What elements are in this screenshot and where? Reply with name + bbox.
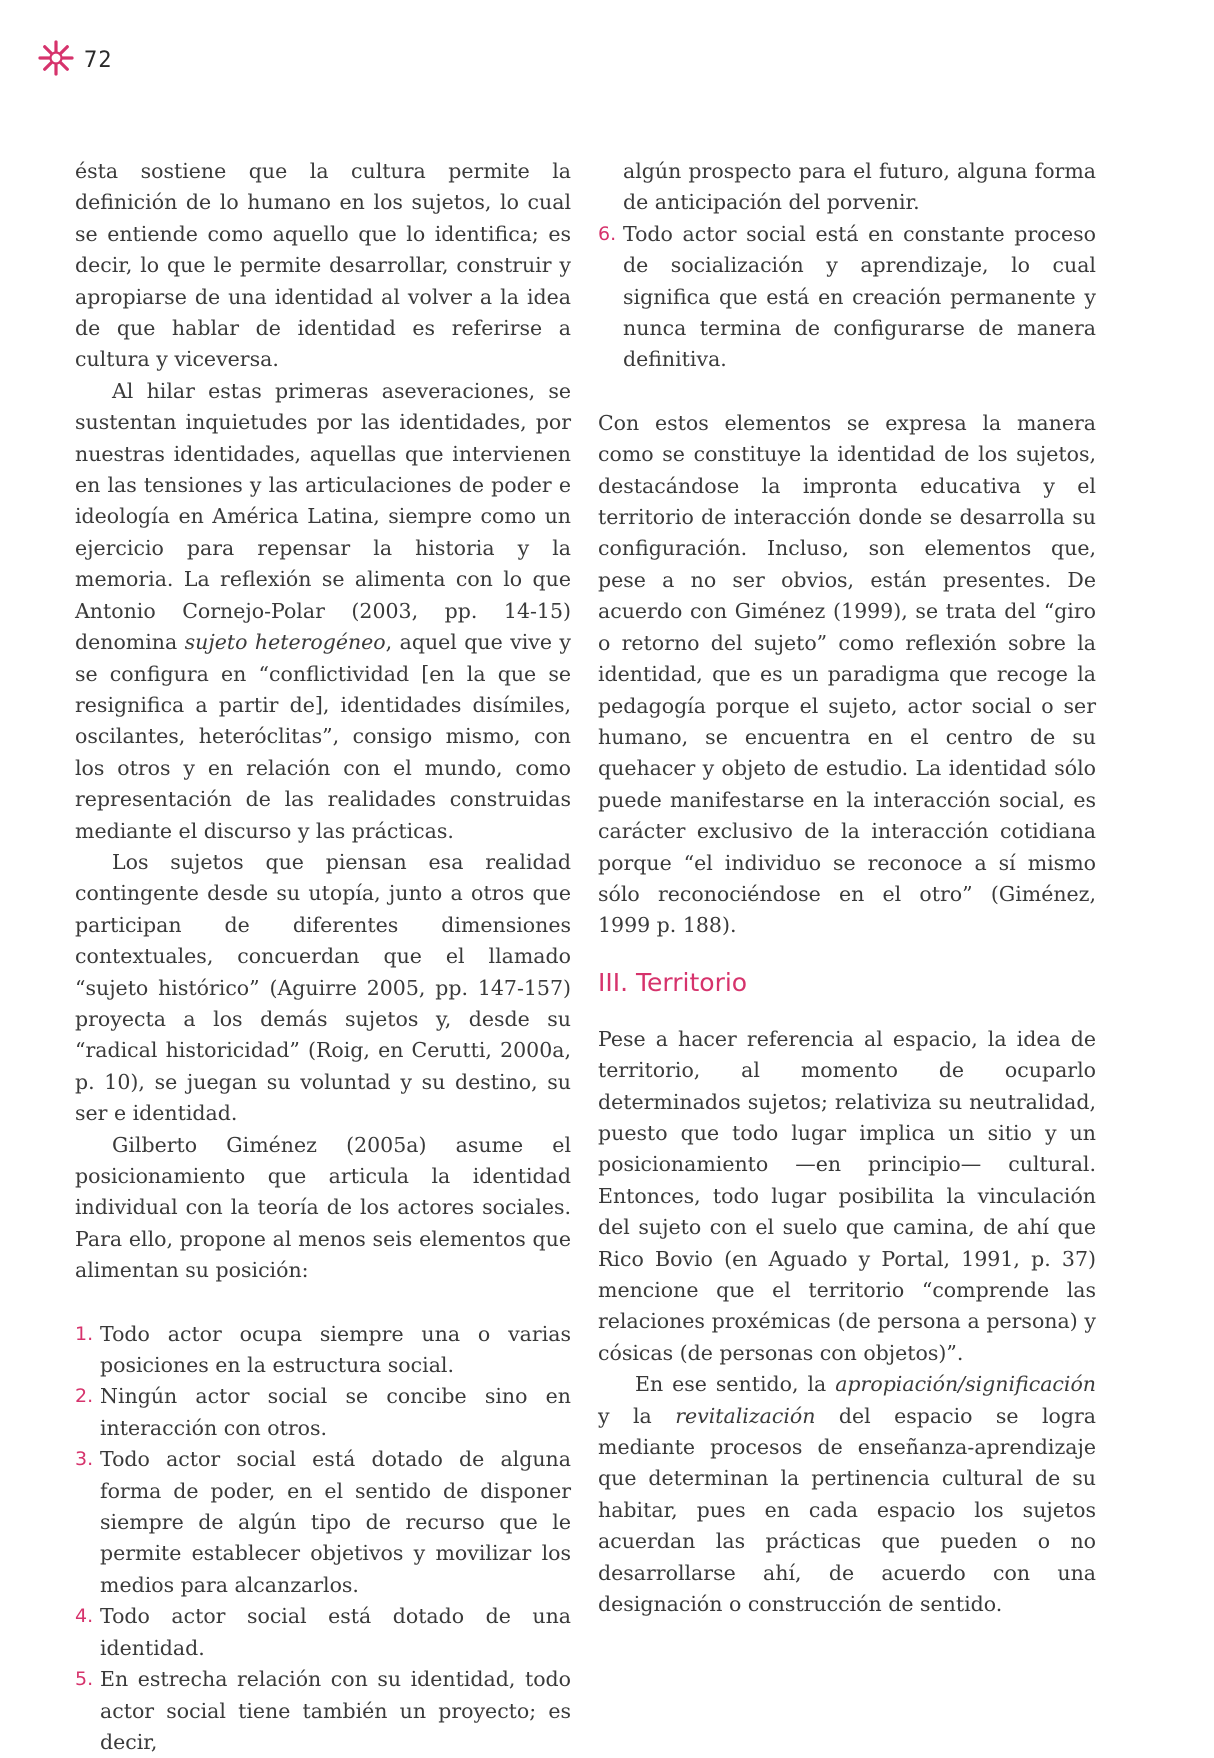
list-item: 3. Todo actor social está dotado de alguna forma de poder, en el sentido de disponer siempre de algún tipo de recurso que le permite establecer objetivos y movilizar los medios para alcanzarlos. bbox=[75, 1447, 571, 1597]
emphasis: sujeto heterogéneo bbox=[184, 630, 386, 655]
page-header bbox=[36, 40, 113, 80]
elements-list bbox=[75, 1319, 571, 1758]
paragraph: ésta sostiene que la cultura permite la definición de lo humano en los sujetos, lo cual se entiende como aquello que lo identifica; es decir, lo que le permite desarrollar, construir y apropiarse de una identidad al volver a la idea de que hablar de identidad es referirse a cultura y viceversa. bbox=[75, 159, 571, 372]
paragraph: Gilberto Giménez (2005a) asume el posicionamiento que articula la identidad individual con la teoría de los actores sociales. Para ello, propone al menos seis elementos que alimentan su posición: bbox=[75, 1132, 571, 1283]
emphasis: apropiación/significación bbox=[835, 1372, 1096, 1397]
emphasis: revitalización bbox=[675, 1403, 816, 1428]
list-item: 1. Todo actor ocupa siempre una o varias posiciones en la estructura social. bbox=[75, 1321, 571, 1378]
section-heading: III. Territorio bbox=[598, 967, 748, 997]
list-item: 5. En estrecha relación con su identidad, todo actor social tiene también un proyecto; es decir, bbox=[75, 1667, 571, 1754]
paragraph: Pese a hacer referencia al espacio, la idea de territorio, al momento de ocuparlo determinados sujetos; relativiza su neutralidad, puesto que todo lugar implica un sitio y un posicionamiento —en principio— cultural. Entonces, todo lugar posibilita la vinculación del sujeto con el suelo que camina, de ahí que Rico Bovio (en Aguado y Portal, 1991, p. 37) mencione que el territorio “comprende las relaciones proxémicas (de persona a persona) y cósicas (de personas con objetos)”. bbox=[598, 1026, 1096, 1365]
list-item: 6. Todo actor social está en constante proceso de socialización y aprendizaje, lo cual significa que está en creación permanente y nunca termina de configurarse de manera definitiva. bbox=[598, 221, 1096, 372]
page-number: 72 bbox=[84, 47, 113, 73]
list-item-continuation: algún prospecto para el futuro, alguna forma de anticipación del porvenir. bbox=[623, 159, 1096, 215]
elements-list-continued bbox=[598, 219, 1096, 376]
paragraph: Los sujetos que piensan esa realidad contingente desde su utopía, junto a otros que participan de diferentes dimensiones contextuales, concuerdan que el llamado “sujeto histórico” (Aguirre 2005, pp. 147-157) proyecta a los demás sujetos y, desde su “radical historicidad” (Roig, en Cerutti, 2000a, p. 10), se juegan su voluntad y su destino, su ser e identidad. bbox=[75, 849, 571, 1126]
list-item: 2. Ningún actor social se concibe sino en interacción con otros. bbox=[75, 1384, 571, 1440]
paragraph: Con estos elementos se expresa la manera como se constituye la identidad de los sujetos, destacándose la impronta educativa y el territorio de interacción donde se desarrolla su configuración. Incluso, son elementos que, pese a no ser obvios, están presentes. De acuerdo con Giménez (1999), se trata del “giro o retorno del sujeto” como reflexión sobre la identidad, que es un paradigma que recoge la pedagogía porque el sujeto, actor social o ser humano, se encuentra en el centro de su quehacer y objeto de estudio. La identidad sólo puede manifestarse en la interacción social, es carácter exclusivo de la interacción cotidiana porque “el individuo se reconoce a sí mismo sólo reconociéndose en el otro” (Giménez, 1999 p. 188). bbox=[598, 410, 1096, 938]
paragraph: Al hilar estas primeras aseveraciones, se sustentan inquietudes por las identidades, por nuestras identidades, aquellas que intervienen en las tensiones y las articulaciones de poder e ideología en América Latina, siempre como un ejercicio para repensar la historia y la memoria. La reflexión se alimenta con lo que Antonio Cornejo-Polar (2003, pp. 14-15) denomina sujeto heterogéneo, aquel que vive y se configura en “conflictividad [en la que se resignifica a partir de], identidades disímiles, oscilantes, heteróclitas”, consigo mismo, con los otros y en relación con el mundo, como representación de las realidades construidas mediante el discurso y las prácticas. bbox=[75, 378, 571, 843]
right-column bbox=[598, 156, 1096, 1620]
left-column bbox=[75, 156, 571, 1758]
asterisk-flower-icon bbox=[36, 38, 76, 82]
paragraph: En ese sentido, la apropiación/significación y la revitalización del espacio se logra mediante procesos de enseñanza-aprendizaje que determinan la pertinencia cultural de su habitar, pues en cada espacio los sujetos acuerdan las prácticas que pueden o no desarrollarse ahí, de acuerdo con una designación o construcción de sentido. bbox=[598, 1372, 1096, 1617]
list-item: 4. Todo actor social está dotado de una identidad. bbox=[75, 1604, 571, 1660]
